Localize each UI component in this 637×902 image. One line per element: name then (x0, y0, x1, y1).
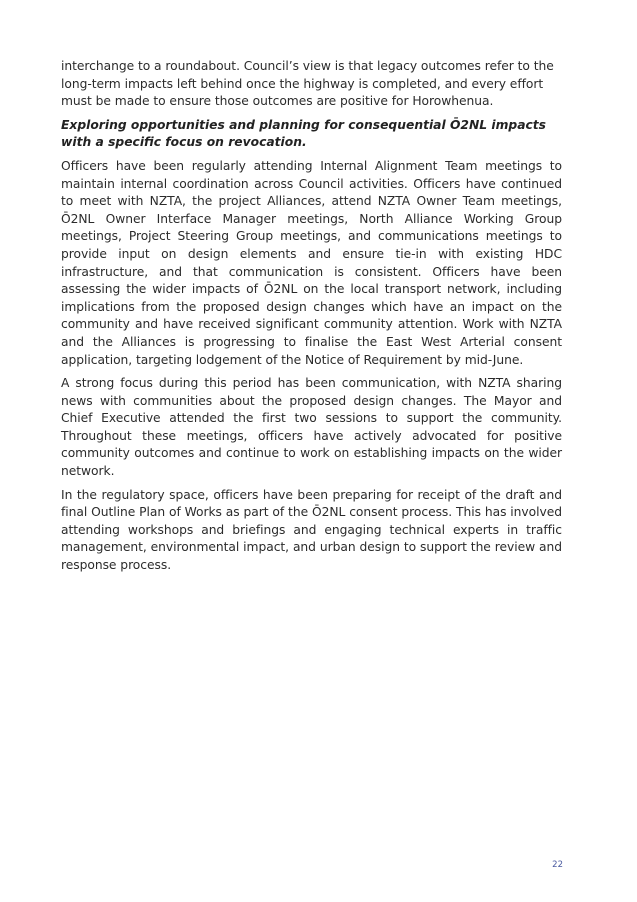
paragraph-legacy-outcomes: interchange to a roundabout. Council’s view is that legacy outcomes refer to the long-term impacts left behind once the highway is completed, and every effort must be made to ensure those outcomes are positive for Horowhenua. (61, 59, 554, 109)
page-number: 22 (552, 860, 563, 870)
document-page (61, 58, 562, 581)
paragraph-communication-focus: A strong focus during this period has been communication, with NZTA sharing news with communities about the proposed design changes. The Mayor and Chief Executive attended the first two sessions to support the community. Throughout these meetings, officers have actively advocated for positive community outcomes and continue to work on establishing impacts on the wider network. (61, 376, 562, 479)
section-heading-revocation: Exploring opportunities and planning for consequential Ō2NL impacts with a specific focus on revocation. (61, 117, 546, 150)
paragraph-officer-meetings: Officers have been regularly attending Internal Alignment Team meetings to maintain internal coordination across Council activities. Officers have continued to meet with NZTA, the project Alliances, attend NZTA Owner Team meetings, Ō2NL Owner Interface Manager meetings, North Alliance Working Group meetings, Project Steering Group meetings, and communications meetings to provide input on design elements and ensure tie-in with existing HDC infrastructure, and that communication is consistent. Officers have been assessing the wider impacts of Ō2NL on the local transport network, including implications from the proposed design changes which have an impact on the community and have received significant community attention. Work with NZTA and the Alliances is progressing to finalise the East West Arterial consent application, targeting lodgement of the Notice of Requirement by mid-June. (61, 158, 562, 367)
paragraph-regulatory-space: In the regulatory space, officers have been preparing for receipt of the draft and final Outline Plan of Works as part of the Ō2NL consent process. This has involved attending workshops and briefings and engaging technical experts in traffic management, environmental impact, and urban design to support the review and response process. (61, 487, 562, 573)
